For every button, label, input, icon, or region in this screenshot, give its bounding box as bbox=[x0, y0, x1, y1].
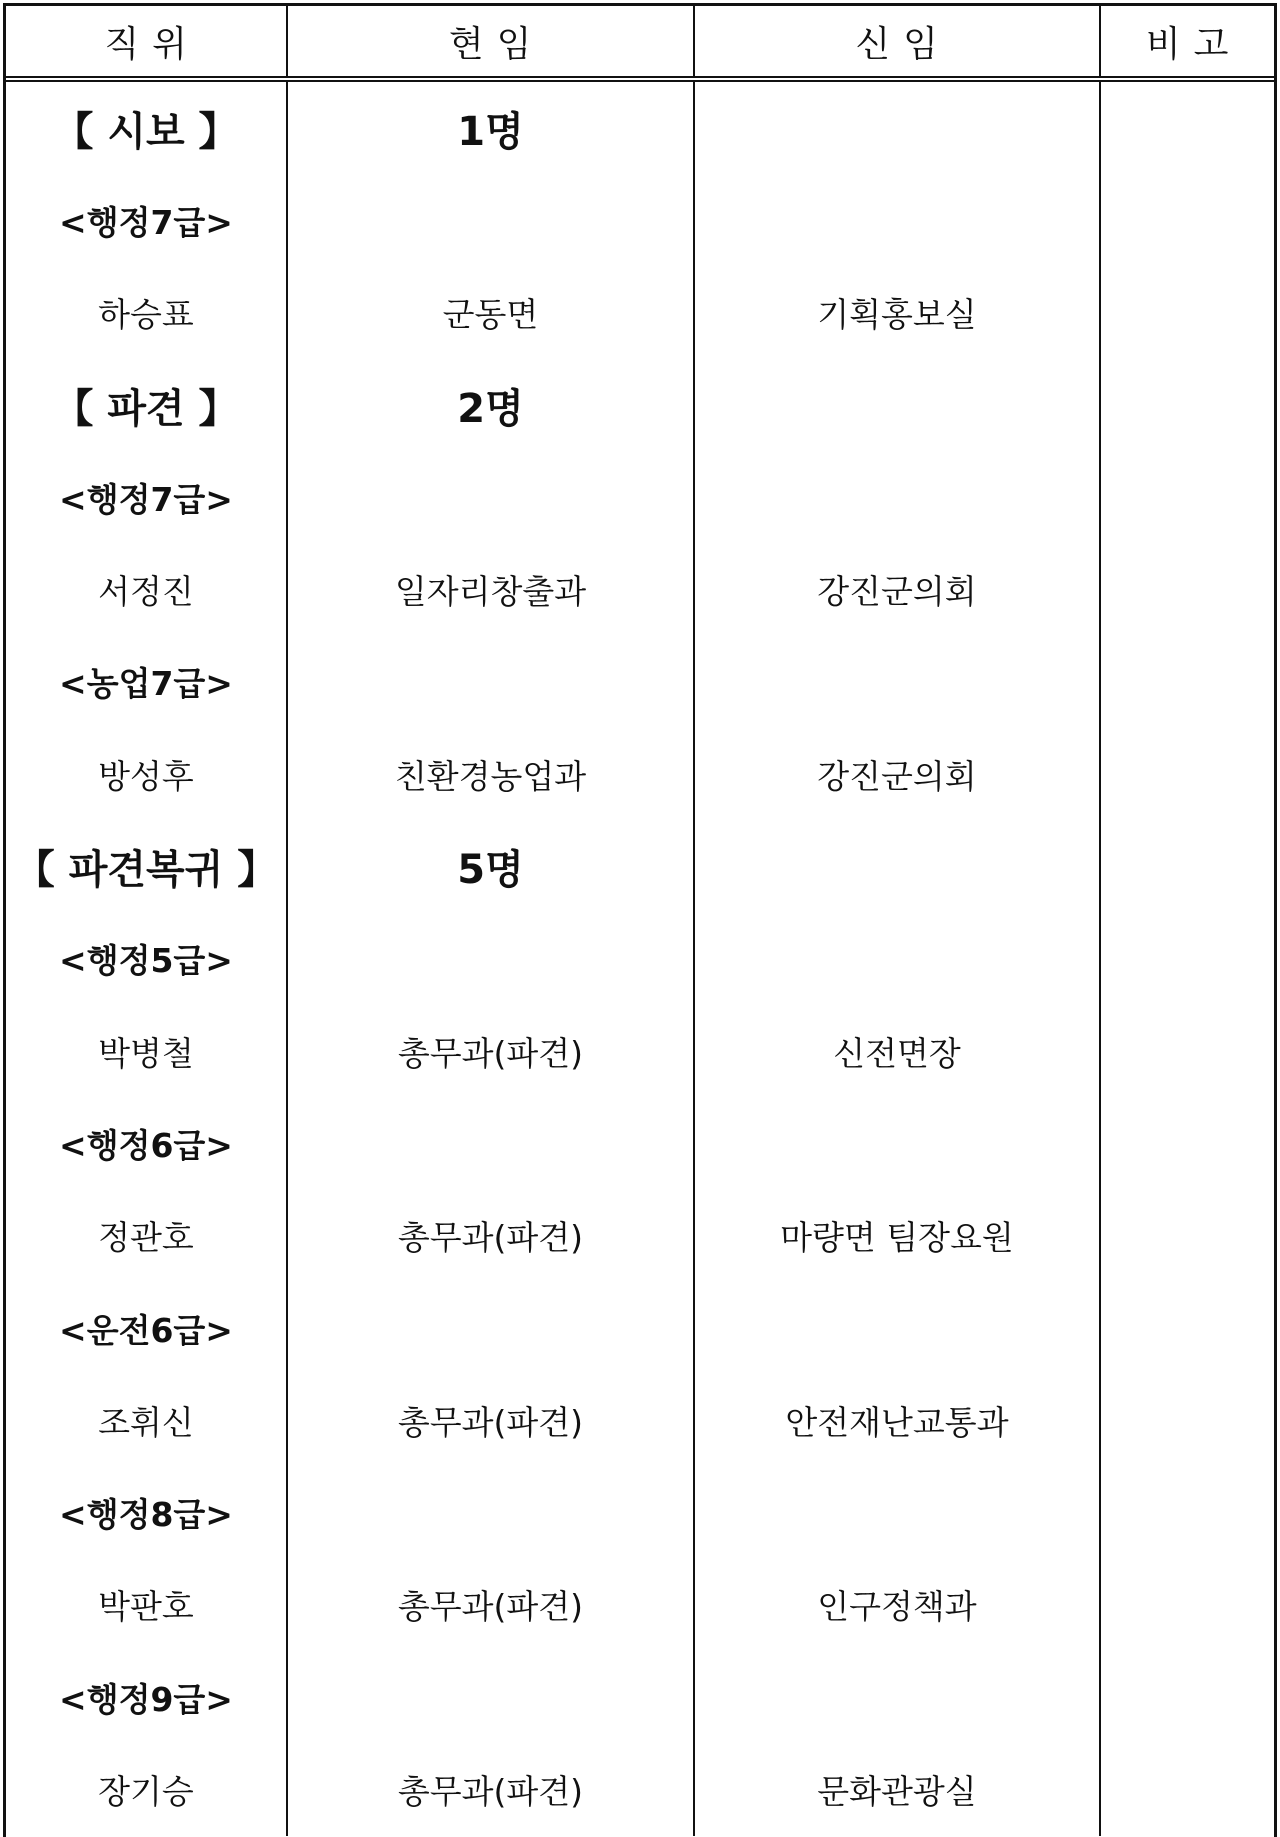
new-post: 강진군의회 bbox=[694, 543, 1100, 635]
grade-label: <행정7급> bbox=[59, 202, 233, 242]
section-count: 1명 bbox=[287, 79, 694, 174]
new-cell bbox=[694, 359, 1100, 451]
grade-row bbox=[6, 174, 1274, 266]
personnel-table-sheet bbox=[3, 3, 1277, 1837]
section-label: 【 파견복귀 】 bbox=[14, 847, 278, 894]
current-post: 총무과(파견) bbox=[287, 1190, 694, 1282]
grade-row bbox=[6, 1466, 1274, 1558]
table-row bbox=[6, 1190, 1274, 1282]
note-cell bbox=[1100, 1097, 1274, 1189]
person-name: 서정진 bbox=[98, 572, 194, 612]
grade-row bbox=[6, 913, 1274, 1005]
current-post: 총무과(파견) bbox=[287, 1559, 694, 1651]
person-name: 박판호 bbox=[98, 1587, 194, 1627]
current-post: 총무과(파견) bbox=[287, 1374, 694, 1466]
section-row bbox=[6, 79, 1274, 174]
note-cell bbox=[1100, 267, 1274, 359]
personnel-table bbox=[6, 6, 1274, 1836]
note-cell bbox=[1100, 636, 1274, 728]
new-post: 마량면 팀장요원 bbox=[694, 1190, 1100, 1282]
new-post: 신전면장 bbox=[694, 1005, 1100, 1097]
note-cell bbox=[1100, 359, 1274, 451]
current-cell bbox=[287, 1651, 694, 1743]
note-cell bbox=[1100, 728, 1274, 820]
new-post: 문화관광실 bbox=[694, 1743, 1100, 1835]
section-label: 【 파견 】 bbox=[53, 385, 239, 432]
grade-label: <행정8급> bbox=[59, 1495, 233, 1535]
section-count: 5명 bbox=[287, 820, 694, 912]
note-cell bbox=[1100, 543, 1274, 635]
table-row bbox=[6, 267, 1274, 359]
new-cell bbox=[694, 820, 1100, 912]
section-count: 2명 bbox=[287, 359, 694, 451]
grade-label: <운전6급> bbox=[59, 1310, 233, 1350]
person-name: 조휘신 bbox=[98, 1402, 194, 1442]
grade-label: <행정9급> bbox=[59, 1679, 233, 1719]
note-cell bbox=[1100, 1282, 1274, 1374]
note-cell bbox=[1100, 1743, 1274, 1835]
current-cell bbox=[287, 174, 694, 266]
table-row bbox=[6, 1559, 1274, 1651]
table-row bbox=[6, 543, 1274, 635]
new-cell bbox=[694, 1097, 1100, 1189]
note-cell bbox=[1100, 1466, 1274, 1558]
current-post: 친환경농업과 bbox=[287, 728, 694, 820]
current-post: 군동면 bbox=[287, 267, 694, 359]
new-cell bbox=[694, 636, 1100, 728]
current-post: 총무과(파견) bbox=[287, 1005, 694, 1097]
note-cell bbox=[1100, 451, 1274, 543]
header-current: 현 임 bbox=[287, 6, 694, 79]
current-post: 총무과(파견) bbox=[287, 1743, 694, 1835]
header-note: 비 고 bbox=[1100, 6, 1274, 79]
section-row bbox=[6, 820, 1274, 912]
person-name: 정관호 bbox=[98, 1218, 194, 1258]
current-post: 일자리창출과 bbox=[287, 543, 694, 635]
table-row bbox=[6, 1743, 1274, 1835]
note-cell bbox=[1100, 820, 1274, 912]
new-post: 인구정책과 bbox=[694, 1559, 1100, 1651]
note-cell bbox=[1100, 1374, 1274, 1466]
note-cell bbox=[1100, 913, 1274, 1005]
current-cell bbox=[287, 1097, 694, 1189]
current-cell bbox=[287, 913, 694, 1005]
grade-row bbox=[6, 451, 1274, 543]
grade-label: <행정7급> bbox=[59, 479, 233, 519]
section-label: 【 시보 】 bbox=[53, 108, 239, 155]
current-cell bbox=[287, 636, 694, 728]
table-row bbox=[6, 728, 1274, 820]
header-new: 신 임 bbox=[694, 6, 1100, 79]
new-cell bbox=[694, 1282, 1100, 1374]
new-post: 안전재난교통과 bbox=[694, 1374, 1100, 1466]
note-cell bbox=[1100, 79, 1274, 174]
person-name: 하승표 bbox=[98, 295, 194, 335]
new-cell bbox=[694, 913, 1100, 1005]
new-post: 강진군의회 bbox=[694, 728, 1100, 820]
note-cell bbox=[1100, 1651, 1274, 1743]
current-cell bbox=[287, 1282, 694, 1374]
grade-label: <행정5급> bbox=[59, 941, 233, 981]
table-row bbox=[6, 1005, 1274, 1097]
grade-row bbox=[6, 1651, 1274, 1743]
grade-row bbox=[6, 1282, 1274, 1374]
note-cell bbox=[1100, 1190, 1274, 1282]
person-name: 박병철 bbox=[98, 1033, 194, 1073]
table-body bbox=[6, 79, 1274, 1836]
new-post: 기획홍보실 bbox=[694, 267, 1100, 359]
new-cell bbox=[694, 1651, 1100, 1743]
new-cell bbox=[694, 451, 1100, 543]
note-cell bbox=[1100, 174, 1274, 266]
person-name: 장기승 bbox=[98, 1771, 194, 1811]
table-row bbox=[6, 1374, 1274, 1466]
person-name: 방성후 bbox=[98, 756, 194, 796]
new-cell bbox=[694, 174, 1100, 266]
table-header-row bbox=[6, 6, 1274, 79]
section-row bbox=[6, 359, 1274, 451]
grade-label: <행정6급> bbox=[59, 1125, 233, 1165]
current-cell bbox=[287, 1466, 694, 1558]
grade-row bbox=[6, 1097, 1274, 1189]
current-cell bbox=[287, 451, 694, 543]
note-cell bbox=[1100, 1559, 1274, 1651]
new-cell bbox=[694, 1466, 1100, 1558]
note-cell bbox=[1100, 1005, 1274, 1097]
grade-label: <농업7급> bbox=[59, 664, 233, 704]
grade-row bbox=[6, 636, 1274, 728]
new-cell bbox=[694, 79, 1100, 174]
header-position: 직 위 bbox=[6, 6, 287, 79]
